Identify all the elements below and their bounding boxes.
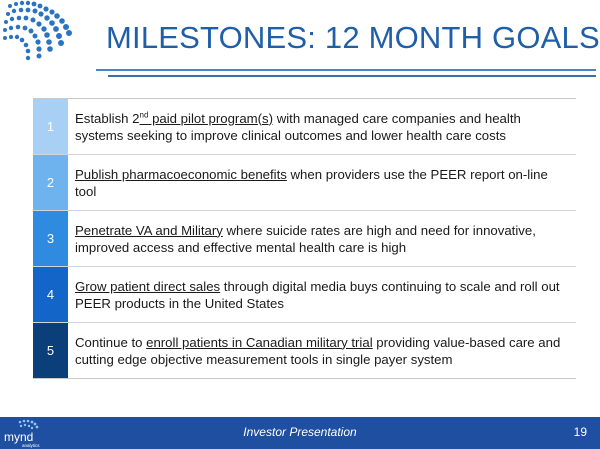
goal-text: Penetrate VA and Military where suicide rates are high and need for innovative, improved access and effective mental health care is high bbox=[75, 222, 536, 255]
goal-number: 4 bbox=[33, 267, 68, 322]
goal-number: 2 bbox=[33, 155, 68, 210]
goal-row bbox=[33, 99, 576, 155]
goal-row bbox=[33, 323, 576, 378]
footer-bar bbox=[0, 417, 600, 449]
goal-number: 3 bbox=[33, 211, 68, 266]
title-underline-rule-secondary bbox=[108, 75, 596, 77]
goal-number: 5 bbox=[33, 323, 68, 378]
goals-table bbox=[33, 98, 576, 379]
goal-text: Establish 2nd paid pilot program(s) with managed care companies and health systems seeking to improve clinical outcomes and lower health care costs bbox=[75, 110, 521, 143]
goal-text: Continue to enroll patients in Canadian military trial providing value-based care and cutting edge objective measurement tools in single payer system bbox=[75, 334, 561, 367]
goal-row bbox=[33, 267, 576, 323]
page-number: 19 bbox=[573, 425, 587, 439]
title-underline-rule bbox=[96, 69, 596, 71]
svg-text:mynd: mynd bbox=[4, 430, 34, 444]
logo-dot-swirl-icon bbox=[0, 0, 90, 70]
svg-text:analytics: analytics bbox=[22, 443, 40, 448]
goal-text: Grow patient direct sales through digital media buys continuing to scale and roll out PEER products in the United States bbox=[75, 278, 560, 311]
goal-number: 1 bbox=[33, 99, 68, 154]
goal-row bbox=[33, 211, 576, 267]
goal-row bbox=[33, 155, 576, 211]
goal-text: Publish pharmacoeconomic benefits when providers use the PEER report on-line tool bbox=[75, 166, 548, 199]
footer-title: Investor Presentation bbox=[243, 425, 357, 439]
page-title: MILESTONES: 12 MONTH GOALS bbox=[106, 20, 600, 55]
